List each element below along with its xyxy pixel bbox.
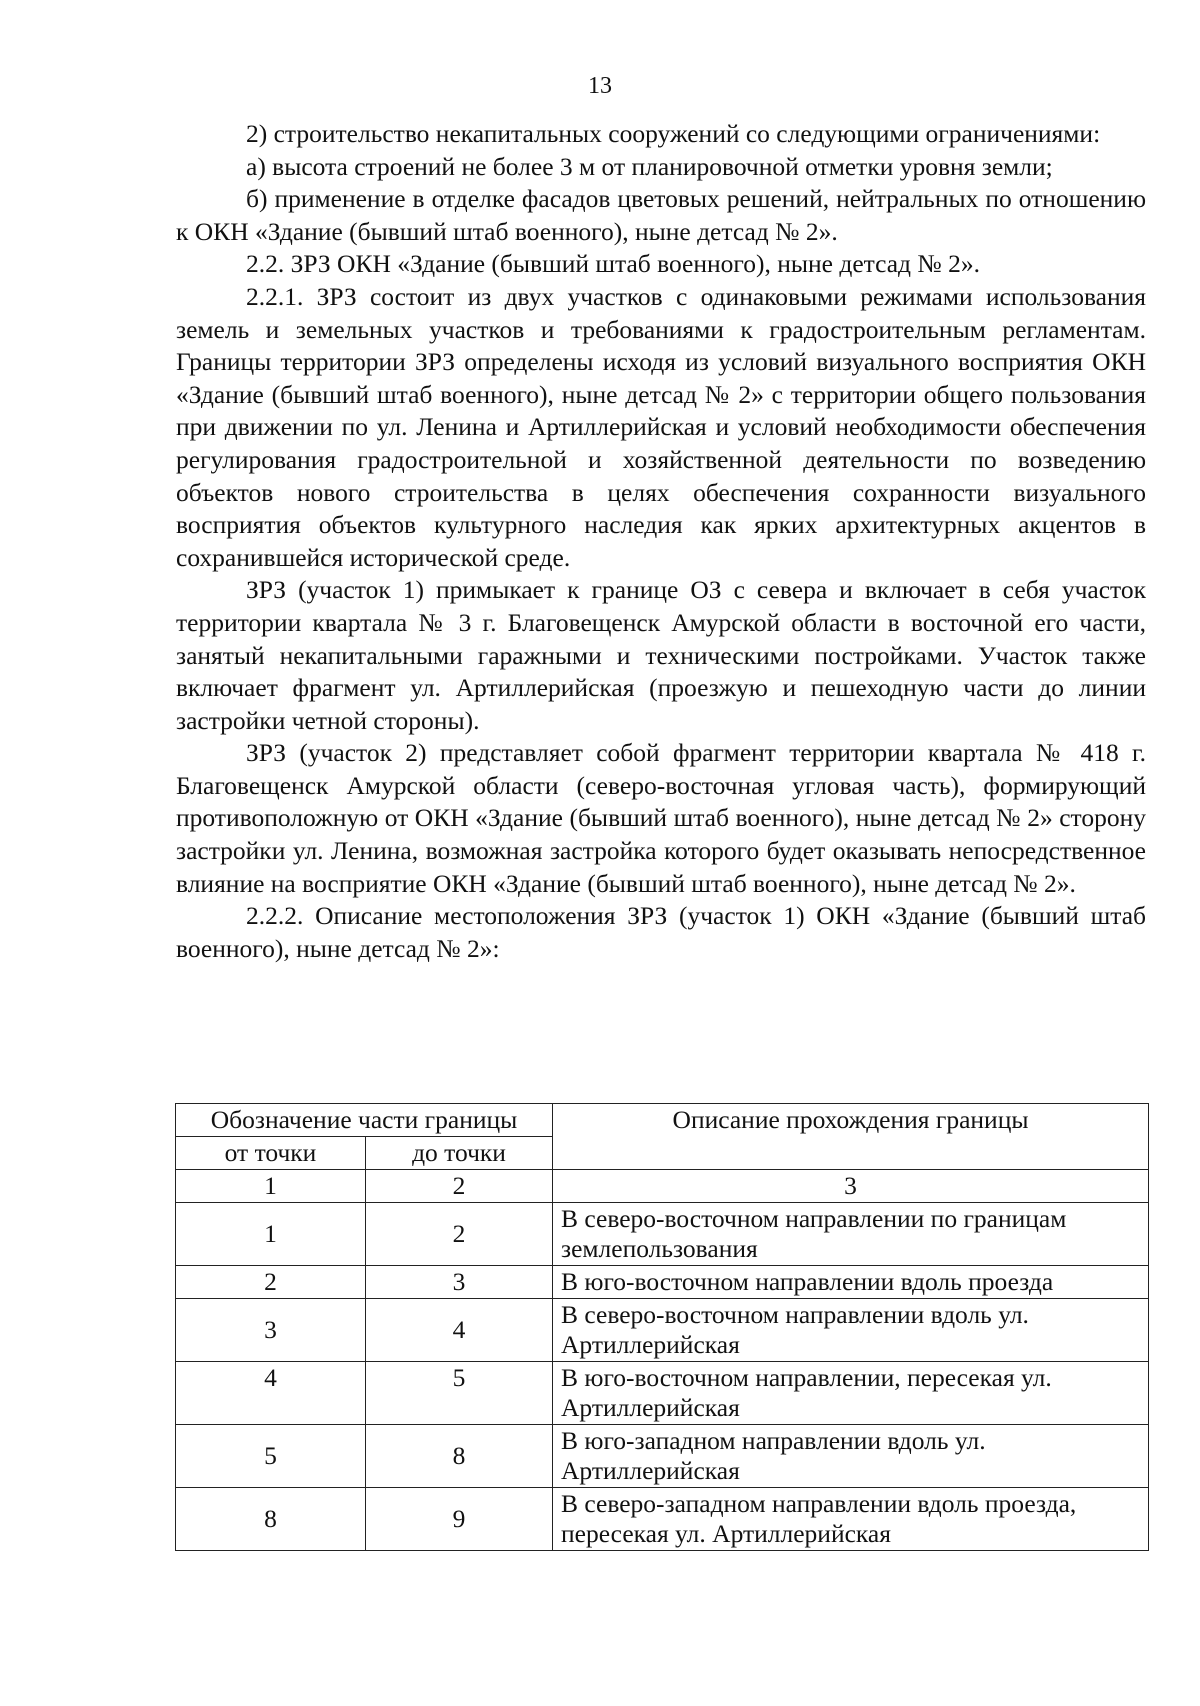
- cell-from: 5: [176, 1425, 366, 1488]
- cell-description: В юго-восточном направлении вдоль проезда: [553, 1266, 1149, 1299]
- cell-to: 8: [366, 1425, 553, 1488]
- header-to-point: до точки: [366, 1137, 553, 1170]
- section-heading-2-2: 2.2. ЗРЗ ОКН «Здание (бывший штаб военного), ныне детсад № 2».: [246, 249, 980, 279]
- table-numbering-row: [176, 1170, 1149, 1203]
- cell-to: 4: [366, 1299, 553, 1362]
- table-header-row: [176, 1104, 1149, 1137]
- paragraph-2-2-2: 2.2.2. Описание местоположения ЗРЗ (участок 1) ОКН «Здание (бывший штаб военного), ныне детсад № 2»:: [176, 901, 1146, 963]
- header-from-point: от точки: [176, 1137, 366, 1170]
- cell-from: 4: [176, 1362, 366, 1425]
- column-number: 3: [553, 1170, 1149, 1203]
- table-row: [176, 1266, 1149, 1299]
- cell-description: В юго-восточном направлении, пересекая ул. Артиллерийская: [553, 1362, 1149, 1425]
- table-row: [176, 1203, 1149, 1266]
- column-number: 1: [176, 1170, 366, 1203]
- cell-description: В северо-восточном направлении по границам землепользования: [553, 1203, 1149, 1266]
- cell-to: 2: [366, 1203, 553, 1266]
- paragraph-zone-part-2: ЗРЗ (участок 2) представляет собой фрагмент территории квартала № 418 г. Благовещенск Амурской области (северо-восточная угловая часть), формирующий противоположную от ОКН «Здание (бывший штаб военного), ныне детсад № 2» сторону застройки ул. Ленина, возможная застройка которого будет оказывать непосредственное влияние на восприятие ОКН «Здание (бывший штаб военного), ныне детсад № 2».: [176, 738, 1146, 898]
- paragraph-2-2-1: 2.2.1. ЗРЗ состоит из двух участков с одинаковыми режимами использования земель и земельных участков и требованиями к градостроительным регламентам. Границы территории ЗРЗ определены исходя из условий визуального восприятия ОКН «Здание (бывший штаб военного), ныне детсад № 2» с территории общего пользования при движении по ул. Ленина и Артиллерийская и условий необходимости обеспечения регулирования градостроительной и хозяйственной деятельности по возведению объектов нового строительства в целях обеспечения сохранности визуального восприятия объектов культурного наследия как ярких архитектурных акцентов в сохранившейся исторической среде.: [176, 281, 1146, 572]
- cell-from: 3: [176, 1299, 366, 1362]
- paragraph-item-a: а) высота строений не более 3 м от планировочной отметки уровня земли;: [246, 151, 1053, 181]
- cell-from: 1: [176, 1203, 366, 1266]
- document-body: [176, 118, 1146, 965]
- cell-from: 8: [176, 1488, 366, 1551]
- cell-from: 2: [176, 1266, 366, 1299]
- cell-to: 3: [366, 1266, 553, 1299]
- table-row: [176, 1488, 1149, 1551]
- page-number: 13: [588, 73, 612, 99]
- cell-description: В северо-восточном направлении вдоль ул. Артиллерийская: [553, 1299, 1149, 1362]
- table-row: [176, 1299, 1149, 1362]
- paragraph-zone-part-1: ЗРЗ (участок 1) примыкает к границе ОЗ с севера и включает в себя участок территории квартала № 3 г. Благовещенск Амурской области в восточной его части, занятый некапитальными гаражными и техническими постройками. Участок также включает фрагмент ул. Артиллерийская (проезжую и пешеходную части до линии застройки четной стороны).: [176, 575, 1146, 735]
- cell-description: В юго-западном направлении вдоль ул. Артиллерийская: [553, 1425, 1149, 1488]
- cell-description: В северо-западном направлении вдоль проезда, пересекая ул. Артиллерийская: [553, 1488, 1149, 1551]
- table-row: [176, 1425, 1149, 1488]
- cell-to: 9: [366, 1488, 553, 1551]
- paragraph-item-2: 2) строительство некапитальных сооружений со следующими ограничениями:: [246, 119, 1101, 148]
- boundary-table: [175, 1103, 1149, 1551]
- paragraph-item-b: б) применение в отделке фасадов цветовых решений, нейтральных по отношению к ОКН «Здание (бывший штаб военного), ныне детсад № 2».: [176, 184, 1146, 246]
- column-number: 2: [366, 1170, 553, 1203]
- table-row: [176, 1362, 1149, 1425]
- cell-to: 5: [366, 1362, 553, 1425]
- header-boundary-description: Описание прохождения границы: [553, 1104, 1149, 1170]
- header-boundary-part: Обозначение части границы: [176, 1104, 553, 1137]
